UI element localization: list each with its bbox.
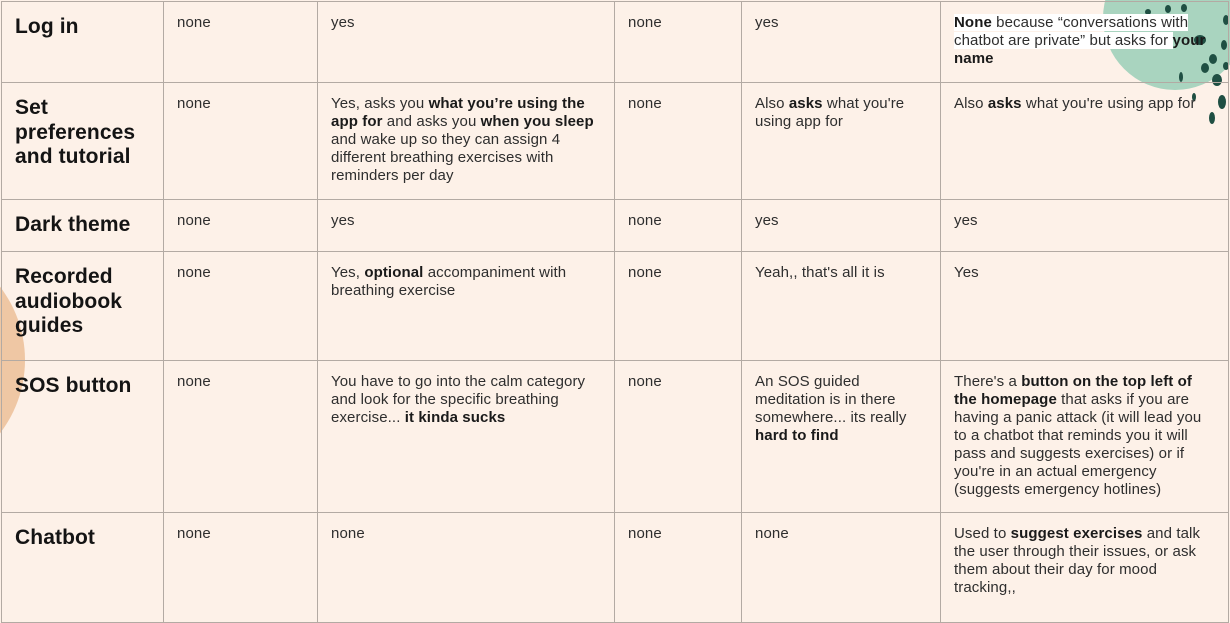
cell-app-1: none bbox=[164, 83, 318, 200]
cell-app-4: yes bbox=[742, 2, 941, 83]
cell-app-3: none bbox=[615, 200, 742, 252]
cell-app-3: none bbox=[615, 252, 742, 361]
bold-text: None bbox=[954, 14, 992, 31]
cell-app-2: none bbox=[318, 513, 615, 623]
app-comparison-table bbox=[1, 1, 1229, 623]
table-row-sos-button bbox=[2, 361, 1229, 513]
cell-app-1: none bbox=[164, 361, 318, 513]
cell-text: accompaniment with breathing exercise bbox=[331, 264, 567, 299]
cell-text: There's a bbox=[954, 373, 1022, 390]
cell-app-1: none bbox=[164, 2, 318, 83]
cell-app-2 bbox=[318, 361, 615, 513]
cell-app-3: none bbox=[615, 2, 742, 83]
bold-text: hard to find bbox=[755, 427, 839, 444]
cell-text: because “conversations with chatbot are private” but asks for bbox=[954, 14, 1189, 49]
cell-app-4: Yeah,, that's all it is bbox=[742, 252, 941, 361]
cell-app-2 bbox=[318, 83, 615, 200]
cell-text: what you're using app for bbox=[755, 95, 905, 130]
bold-text: what you’re using the app for bbox=[331, 95, 585, 130]
cell-app-3: none bbox=[615, 83, 742, 200]
feature-label: SOS button bbox=[2, 361, 164, 513]
cell-text: Also bbox=[755, 95, 789, 112]
feature-label: Log in bbox=[2, 2, 164, 83]
cell-app-2 bbox=[318, 252, 615, 361]
cell-app-5: yes bbox=[941, 200, 1229, 252]
cell-app-1: none bbox=[164, 252, 318, 361]
cell-app-5 bbox=[941, 361, 1229, 513]
feature-label: Recorded audiobook guides bbox=[2, 252, 164, 361]
feature-label: Dark theme bbox=[2, 200, 164, 252]
bold-text: when you sleep bbox=[480, 113, 594, 130]
cell-app-3: none bbox=[615, 361, 742, 513]
cell-text: and wake up so they can assign 4 different breathing exercises with reminders per day bbox=[331, 131, 561, 184]
cell-app-3: none bbox=[615, 513, 742, 623]
cell-app-5 bbox=[941, 513, 1229, 623]
bold-text: asks bbox=[987, 95, 1022, 112]
cell-text: Yes, bbox=[331, 264, 365, 281]
cell-app-5 bbox=[941, 2, 1229, 83]
feature-label: Chatbot bbox=[2, 513, 164, 623]
cell-text: An SOS guided meditation is in there somewhere... its really bbox=[755, 373, 907, 426]
bold-text: your name bbox=[954, 32, 1206, 67]
cell-text: and asks you bbox=[382, 113, 481, 130]
bold-text: suggest exercises bbox=[1010, 525, 1143, 542]
table-row-set-preferences bbox=[2, 83, 1229, 200]
cell-app-4 bbox=[742, 83, 941, 200]
cell-app-5 bbox=[941, 83, 1229, 200]
cell-app-5: Yes bbox=[941, 252, 1229, 361]
cell-app-2: yes bbox=[318, 200, 615, 252]
bold-text: optional bbox=[364, 264, 424, 281]
table-row-dark-theme bbox=[2, 200, 1229, 252]
table-row-chatbot bbox=[2, 513, 1229, 623]
feature-label: Set preferences and tutorial bbox=[2, 83, 164, 200]
cell-app-2: yes bbox=[318, 2, 615, 83]
cell-app-1: none bbox=[164, 513, 318, 623]
cell-app-4 bbox=[742, 361, 941, 513]
cell-text: and talk the user through their issues, or ask them about their day for mood tracking,, bbox=[954, 525, 1201, 596]
cell-text: that asks if you are having a panic attack (it will lead you to a chatbot that reminds you it will pass and suggests exercises) or if you're in an actual emergency (suggests emergency hotlines) bbox=[954, 391, 1202, 498]
cell-text: Also bbox=[954, 95, 988, 112]
cell-text: Used to bbox=[954, 525, 1011, 542]
table-row-log-in bbox=[2, 2, 1229, 83]
cell-app-1: none bbox=[164, 200, 318, 252]
cell-text: Yes, asks you bbox=[331, 95, 429, 112]
cell-app-4: yes bbox=[742, 200, 941, 252]
bold-text: button on the top left of the homepage bbox=[954, 373, 1193, 408]
cell-app-4: none bbox=[742, 513, 941, 623]
table-row-audiobook-guides bbox=[2, 252, 1229, 361]
bold-text: it kinda sucks bbox=[404, 409, 506, 426]
cell-text: what you're using app for bbox=[1021, 95, 1196, 112]
bold-text: asks bbox=[788, 95, 823, 112]
cell-text: You have to go into the calm category and look for the specific breathing exercise... bbox=[331, 373, 586, 426]
